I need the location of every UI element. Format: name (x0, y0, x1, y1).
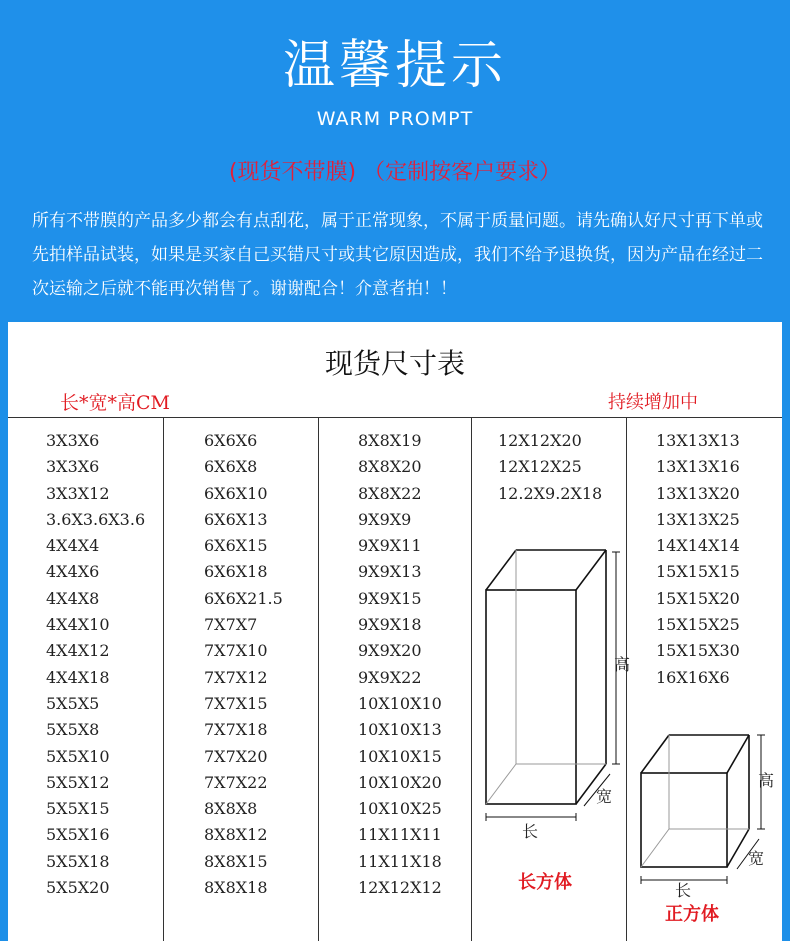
size-entry: 9X9X22 (358, 667, 422, 687)
cube-height-label: 高 (758, 771, 775, 790)
size-entry: 16X16X6 (656, 667, 730, 687)
size-entry: 4X4X4 (46, 536, 100, 556)
cuboid-length-label: 长 (522, 822, 539, 841)
size-entry: 15X15X15 (656, 562, 740, 582)
size-entry: 4X4X8 (46, 588, 100, 608)
size-entry: 7X7X10 (204, 641, 268, 661)
size-entry: 8X8X12 (204, 825, 268, 845)
size-entry: 3.6X3.6X3.6 (46, 509, 146, 529)
size-entry: 10X10X13 (358, 720, 442, 740)
size-entry: 7X7X15 (204, 693, 268, 713)
size-entry: 6X6X13 (204, 509, 268, 529)
size-entry: 8X8X8 (204, 799, 258, 819)
size-entry: 10X10X10 (358, 693, 442, 713)
size-entry: 7X7X12 (204, 667, 268, 687)
size-entry: 9X9X20 (358, 641, 422, 661)
column-divider (318, 417, 319, 941)
size-entry: 14X14X14 (656, 536, 740, 556)
size-entry: 3X3X6 (46, 457, 100, 477)
size-entry: 10X10X15 (358, 746, 442, 766)
size-entry: 12X12X25 (498, 457, 582, 477)
size-entry: 8X8X22 (358, 483, 422, 503)
size-entry: 3X3X6 (46, 431, 100, 450)
size-entry: 4X4X10 (46, 615, 110, 635)
size-entry: 4X4X12 (46, 641, 110, 661)
cube-width-label: 宽 (748, 849, 765, 868)
size-entry: 5X5X15 (46, 799, 110, 819)
notice-line: (现货不带膜) （定制按客户要求） (228, 160, 562, 185)
size-entry: 6X6X10 (204, 483, 268, 503)
size-entry: 6X6X18 (204, 562, 268, 582)
growing-header: 持续增加中 (608, 392, 698, 413)
size-entry: 13X13X16 (656, 457, 740, 477)
size-entry: 4X4X18 (46, 667, 110, 687)
size-entry: 6X6X8 (204, 457, 258, 477)
size-entry: 5X5X8 (46, 720, 100, 740)
size-entry: 5X5X5 (46, 693, 100, 713)
size-entry: 7X7X18 (204, 720, 268, 740)
column-divider (471, 417, 472, 941)
size-table-panel (8, 322, 782, 941)
column-divider (163, 417, 164, 941)
size-entry: 15X15X30 (656, 641, 740, 661)
size-entry: 11X11X11 (358, 825, 442, 845)
size-entry: 12X12X20 (498, 431, 582, 450)
size-entry: 7X7X22 (204, 772, 268, 792)
size-entry: 6X6X15 (204, 536, 268, 556)
size-column-5 (656, 428, 776, 691)
size-entry: 12.2X9.2X18 (498, 483, 603, 503)
size-entry: 8X8X15 (204, 851, 268, 871)
size-entry: 12X12X12 (358, 878, 442, 898)
size-entry: 10X10X25 (358, 799, 442, 819)
size-entry: 8X8X20 (358, 457, 422, 477)
cube-length-label: 长 (675, 881, 692, 900)
dimension-header: 长*宽*高CM (60, 392, 170, 414)
cuboid-width-label: 宽 (596, 787, 613, 806)
cuboid-caption: 长方体 (518, 872, 572, 893)
cube-diagram (633, 727, 783, 897)
size-entry: 8X8X19 (358, 431, 422, 450)
size-entry: 5X5X10 (46, 746, 110, 766)
size-entry: 9X9X18 (358, 615, 422, 635)
size-entry: 6X6X6 (204, 431, 258, 450)
cuboid-height-label: 高 (614, 655, 631, 674)
size-column-1 (46, 428, 156, 901)
size-entry: 13X13X25 (656, 509, 740, 529)
size-entry: 9X9X15 (358, 588, 422, 608)
size-entry: 7X7X7 (204, 615, 258, 635)
notice-paragraph: 所有不带膜的产品多少都会有点刮花，属于正常现象，不属于质量问题。请先确认好尺寸再下单或先拍样品试装，如果是买家自己买错尺寸或其它原因造成，我们不给予退换货，因为产品在经过二次运输之后就不能再次销售了。谢谢配合！介意者拍！！ (32, 211, 763, 299)
top-banner (0, 0, 790, 320)
size-entry: 5X5X16 (46, 825, 110, 845)
size-entry: 4X4X6 (46, 562, 100, 582)
size-entry: 5X5X12 (46, 772, 110, 792)
table-header-divider (8, 417, 782, 418)
size-entry: 9X9X11 (358, 536, 422, 556)
page-subtitle: WARM PROMPT (316, 108, 474, 130)
size-entry: 15X15X20 (656, 588, 740, 608)
size-entry: 9X9X13 (358, 562, 422, 582)
size-entry: 9X9X9 (358, 509, 412, 529)
size-entry: 13X13X20 (656, 483, 740, 503)
size-entry: 13X13X13 (656, 431, 740, 450)
size-column-3 (358, 428, 468, 901)
size-entry: 8X8X18 (204, 878, 268, 898)
size-entry: 11X11X18 (358, 851, 442, 871)
size-entry: 10X10X20 (358, 772, 442, 792)
size-entry: 7X7X20 (204, 746, 268, 766)
size-entry: 6X6X21.5 (204, 588, 283, 608)
size-column-2 (204, 428, 314, 901)
size-entry: 15X15X25 (656, 615, 740, 635)
cube-caption: 正方体 (665, 904, 719, 925)
table-title: 现货尺寸表 (324, 347, 465, 380)
size-entry: 5X5X20 (46, 878, 110, 898)
size-column-4 (498, 428, 618, 507)
page-title: 温馨提示 (282, 36, 507, 96)
size-entry: 5X5X18 (46, 851, 110, 871)
size-entry: 3X3X12 (46, 483, 110, 503)
